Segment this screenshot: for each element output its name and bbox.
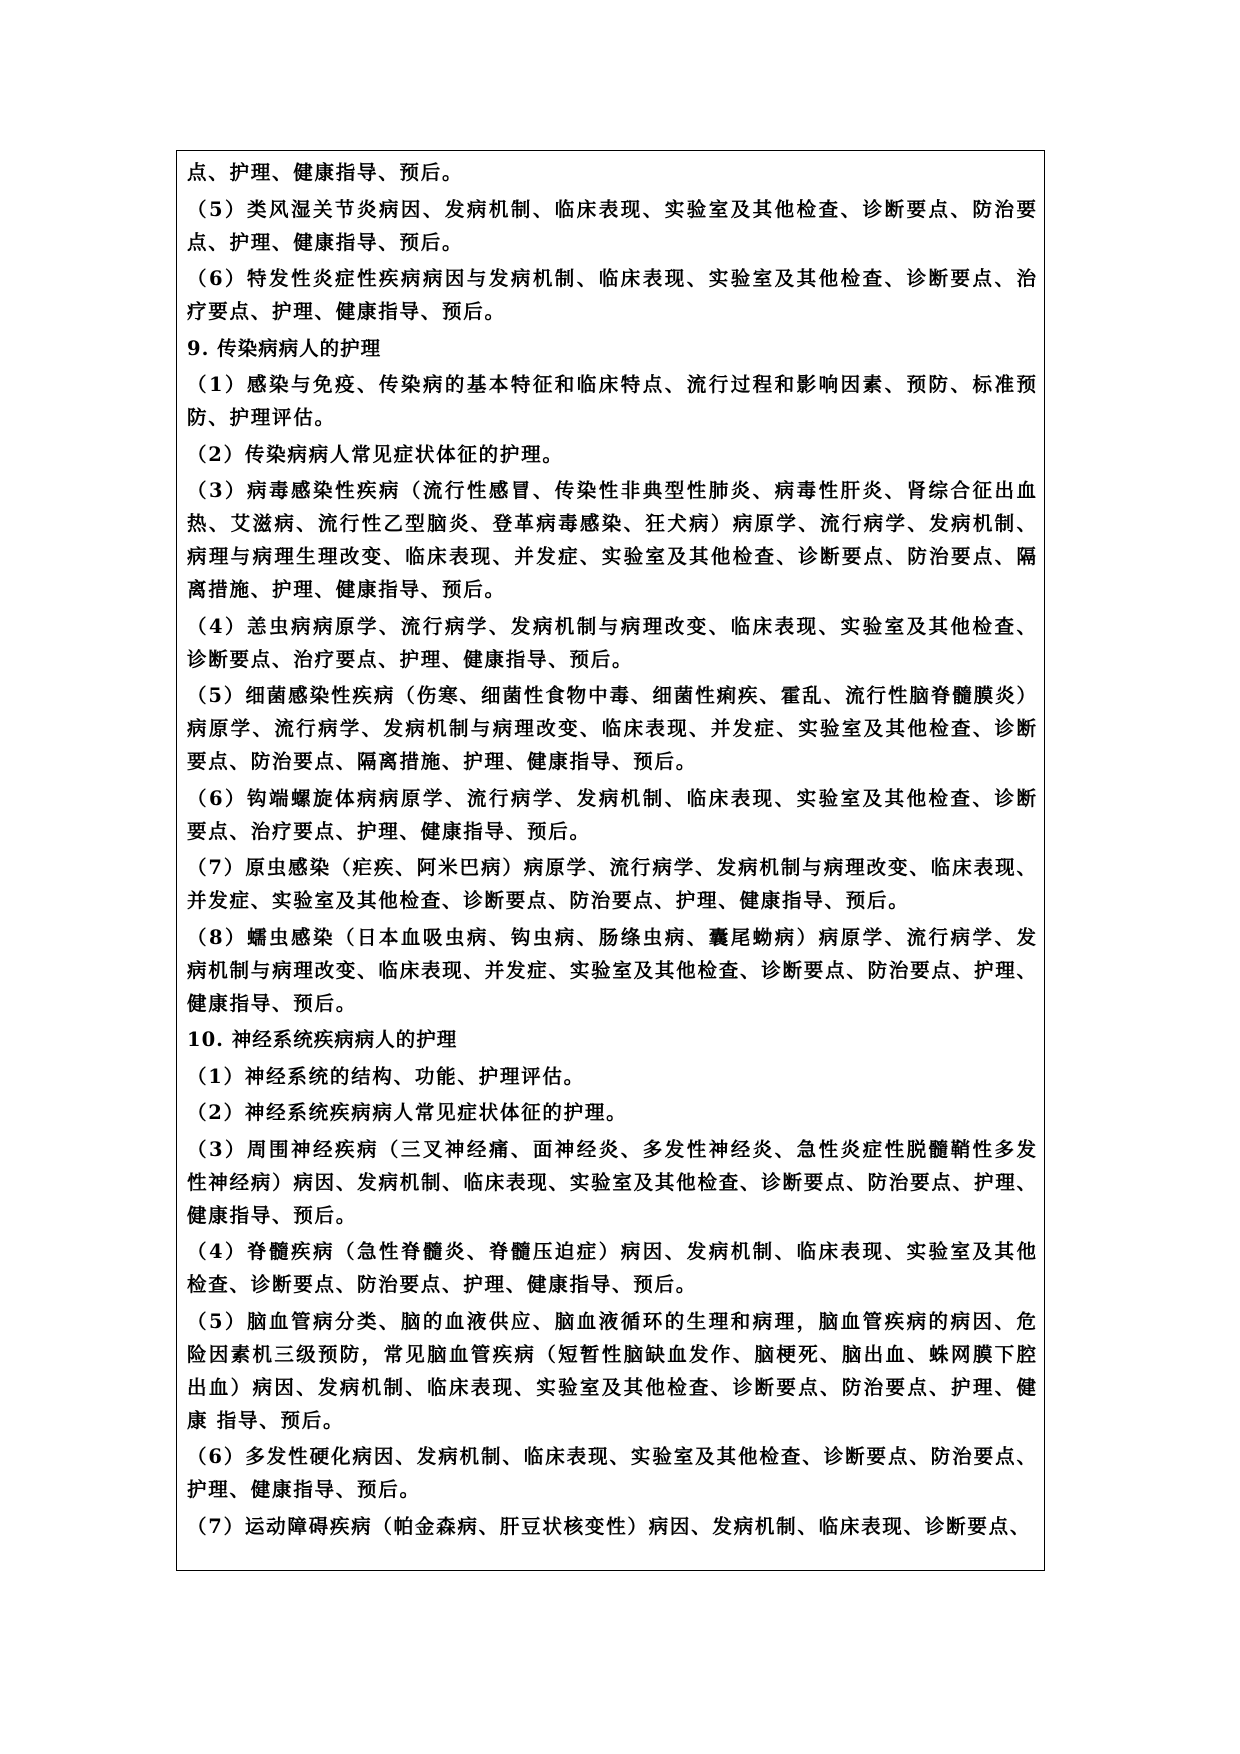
text-line: 病原学、流行病学、发病机制与病理改变、临床表现、并发症、实验室及其他检查、诊断	[187, 717, 1036, 740]
continued-paragraph	[187, 156, 1036, 189]
syllabus-item	[187, 851, 1036, 917]
text-line: （6）钩端螺旋体病病原学、流行病学、发病机制、临床表现、实验室及其他检查、诊断	[187, 786, 1036, 810]
syllabus-item	[187, 1096, 1036, 1129]
text-line: （1）神经系统的结构、功能、护理评估。	[187, 1064, 585, 1088]
text-line: 点、护理、健康指导、预后。	[187, 161, 464, 184]
text-line: 出血）病因、发病机制、临床表现、实验室及其他检查、诊断要点、防治要点、护理、健	[187, 1375, 1036, 1399]
syllabus-item	[187, 262, 1036, 328]
text-line: （4）脊髓疾病（急性脊髓炎、脊髓压迫症）病因、发病机制、临床表现、实验室及其他	[187, 1240, 1036, 1263]
syllabus-item	[187, 1060, 1036, 1093]
text-line: （5）脑血管病分类、脑的血液供应、脑血液循环的生理和病理，脑血管疾病的病因、危	[187, 1309, 1036, 1333]
text-line: （3）病毒感染性疾病（流行性感冒、传染性非典型性肺炎、病毒性肝炎、肾综合征出血	[187, 479, 1036, 502]
syllabus-item	[187, 1235, 1036, 1301]
section-heading	[187, 1023, 1036, 1056]
syllabus-item	[187, 1305, 1036, 1437]
text-line: （6）特发性炎症性疾病病因与发病机制、临床表现、实验室及其他检查、诊断要点、治	[187, 267, 1036, 290]
syllabus-item	[187, 368, 1036, 434]
text-line: 疗要点、护理、健康指导、预后。	[187, 300, 506, 323]
syllabus-item	[187, 1133, 1036, 1232]
text-line: （2）神经系统疾病病人常见症状体征的护理。	[187, 1101, 628, 1124]
syllabus-item	[187, 1510, 1036, 1543]
text-line: （5）细菌感染性疾病（伤寒、细菌性食物中毒、细菌性痢疾、霍乱、流行性脑脊髓膜炎）	[187, 684, 1036, 707]
text-line: （3）周围神经疾病（三叉神经痛、面神经炎、多发性神经炎、急性炎症性脱髓鞘性多发	[187, 1137, 1036, 1161]
text-line: （8）蠕虫感染（日本血吸虫病、钩虫病、肠绦虫病、囊尾蚴病）病原学、流行病学、发	[187, 925, 1036, 949]
text-line: 并发症、实验室及其他检查、诊断要点、防治要点、护理、健康指导、预后。	[187, 889, 910, 912]
text-line: 点、护理、健康指导、预后。	[187, 230, 464, 254]
text-line: （7）运动障碍疾病（帕金森病、肝豆状核变性）病因、发病机制、临床表现、诊断要点、	[187, 1514, 1032, 1538]
syllabus-table-cell	[176, 150, 1045, 1571]
syllabus-item	[187, 679, 1036, 778]
text-line: 热、艾滋病、流行性乙型脑炎、登革病毒感染、狂犬病）病原学、流行病学、发病机制、	[187, 512, 1036, 535]
text-line: 要点、防治要点、隔离措施、护理、健康指导、预后。	[187, 750, 698, 773]
text-line: 病机制与病理改变、临床表现、并发症、实验室及其他检查、诊断要点、防治要点、护理、	[187, 958, 1036, 982]
syllabus-item	[187, 921, 1036, 1020]
text-line: 险因素机三级预防，常见脑血管疾病（短暂性脑缺血发作、脑梗死、脑出血、蛛网膜下腔	[187, 1342, 1036, 1366]
text-line: （7）原虫感染（疟疾、阿米巴病）病原学、流行病学、发病机制与病理改变、临床表现、	[187, 856, 1036, 879]
section-heading	[187, 332, 1036, 365]
text-line: 10. 神经系统疾病病人的护理	[187, 1028, 458, 1051]
text-line: 健康指导、预后。	[187, 1203, 358, 1227]
text-line: 9. 传染病病人的护理	[187, 336, 382, 360]
syllabus-item	[187, 438, 1036, 471]
text-line: 健康指导、预后。	[187, 991, 358, 1015]
text-line: 检查、诊断要点、防治要点、护理、健康指导、预后。	[187, 1273, 698, 1296]
text-line: （4）恙虫病病原学、流行病学、发病机制与病理改变、临床表现、实验室及其他检查、	[187, 614, 1036, 638]
syllabus-item	[187, 193, 1036, 259]
text-line: （2）传染病病人常见症状体征的护理。	[187, 442, 564, 466]
text-line: 护理、健康指导、预后。	[187, 1478, 421, 1501]
text-line: （6）多发性硬化病因、发病机制、临床表现、实验室及其他检查、诊断要点、防治要点、	[187, 1445, 1036, 1468]
text-line: （1）感染与免疫、传染病的基本特征和临床特点、流行过程和影响因素、预防、标准预	[187, 373, 1036, 396]
text-line: 要点、治疗要点、护理、健康指导、预后。	[187, 819, 591, 843]
syllabus-item	[187, 1440, 1036, 1506]
syllabus-item	[187, 474, 1036, 606]
text-line: （5）类风湿关节炎病因、发病机制、临床表现、实验室及其他检查、诊断要点、防治要	[187, 197, 1036, 221]
syllabus-content	[187, 156, 1036, 1546]
text-line: 离措施、护理、健康指导、预后。	[187, 578, 506, 601]
syllabus-item	[187, 610, 1036, 676]
text-line: 病理与病理生理改变、临床表现、并发症、实验室及其他检查、诊断要点、防治要点、隔	[187, 545, 1036, 568]
text-line: 防、护理评估。	[187, 406, 336, 429]
text-line: 康 指导、预后。	[187, 1408, 345, 1432]
syllabus-item	[187, 782, 1036, 848]
text-line: 性神经病）病因、发病机制、临床表现、实验室及其他检查、诊断要点、防治要点、护理、	[187, 1170, 1036, 1194]
text-line: 诊断要点、治疗要点、护理、健康指导、预后。	[187, 647, 634, 671]
